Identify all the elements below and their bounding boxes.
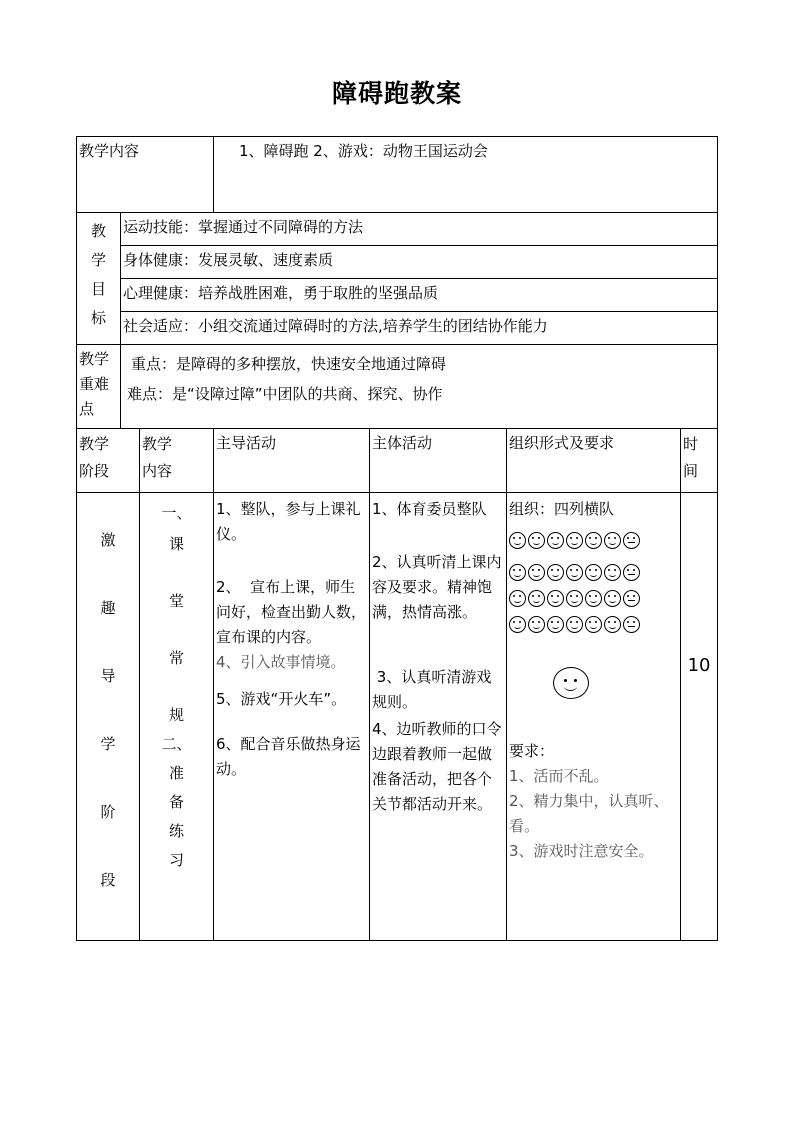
student-face-icon	[566, 616, 583, 633]
stage-name	[77, 493, 140, 941]
student-face-icon	[509, 590, 526, 607]
formation-row	[509, 532, 678, 553]
student-activities	[370, 493, 507, 941]
leader-face-icon	[623, 590, 640, 607]
student-face-icon	[547, 616, 564, 633]
student-face-icon	[509, 616, 526, 633]
teacher-smiley-icon	[553, 667, 589, 699]
student-face-icon	[585, 564, 602, 581]
org-requirements	[507, 493, 681, 941]
content-row	[77, 137, 718, 213]
guide-activities	[214, 493, 370, 941]
student-face-icon	[547, 590, 564, 607]
content-char: 一、	[161, 504, 192, 522]
formation-row	[509, 590, 678, 611]
student-face-icon	[528, 590, 545, 607]
student-item: 2、认真听清上课内容及要求。精神饱满，热情高涨。	[372, 553, 502, 621]
content-label: 教学内容	[77, 137, 214, 213]
content-char: 规	[168, 706, 184, 724]
stage-row	[77, 493, 718, 941]
stage-header-line: 教学	[79, 435, 110, 453]
stage-char: 激	[100, 531, 116, 550]
objective-item: 社会适应：小组交流通过障碍时的方法,培养学生的团结协作能力	[121, 312, 718, 345]
org-req-label: 要求：	[509, 742, 555, 760]
stage-char: 段	[100, 870, 116, 889]
stage-header	[77, 429, 140, 493]
org-req-item: 1、活而不乱。	[509, 767, 609, 785]
objective-item: 身体健康：发展灵敏、速度素质	[121, 246, 718, 279]
keypoints-row	[77, 345, 718, 429]
student-item: 3、认真听清游戏规则。	[372, 668, 492, 711]
student-header: 主体活动	[370, 429, 507, 493]
student-face-icon	[604, 616, 621, 633]
guide-item: 6、配合音乐做热身运动。	[216, 735, 361, 778]
student-face-icon	[604, 532, 621, 549]
stage-char: 趣	[100, 599, 116, 618]
student-face-icon	[604, 590, 621, 607]
objective-row	[77, 312, 718, 345]
formation-diagram	[509, 532, 678, 699]
student-face-icon	[585, 532, 602, 549]
difficulty-point: 难点：是“设障过障”中团队的共商、探究、协作	[127, 385, 443, 403]
time-value: 10	[681, 493, 718, 941]
leader-face-icon	[623, 616, 640, 633]
objective-item: 心理健康：培养战胜困难，勇于取胜的坚强品质	[121, 279, 718, 312]
content-char: 备	[168, 793, 184, 811]
org-formation: 组织：四列横队	[509, 500, 615, 518]
content-char: 练	[168, 822, 184, 840]
objectives-label-char: 标	[90, 309, 106, 327]
org-header: 组织形式及要求	[507, 429, 681, 493]
guide-header: 主导活动	[214, 429, 370, 493]
student-item: 1、体育委员整队	[372, 500, 487, 518]
guide-item: 4、引入故事情境。	[216, 653, 346, 671]
stage-char: 导	[100, 667, 116, 686]
student-face-icon	[566, 532, 583, 549]
content-char: 二、	[161, 735, 192, 753]
keypoints-label-line: 教学	[79, 350, 110, 368]
content-char: 常	[168, 649, 184, 667]
time-header	[681, 429, 718, 493]
student-face-icon	[547, 564, 564, 581]
guide-item: 1、整队，参与上课礼仪。	[216, 500, 361, 543]
leader-face-icon	[623, 564, 640, 581]
keypoints-label-line: 点	[79, 400, 95, 418]
student-face-icon	[566, 564, 583, 581]
student-face-icon	[604, 564, 621, 581]
stage-char: 阶	[100, 802, 116, 821]
student-face-icon	[509, 564, 526, 581]
content-char: 课	[168, 535, 184, 553]
content-header	[140, 429, 214, 493]
objectives-label	[77, 213, 121, 345]
guide-item: 5、游戏“开火车”。	[216, 690, 347, 708]
time-header-line: 时	[683, 435, 699, 453]
content-header-line: 教学	[142, 435, 173, 453]
objectives-label-char: 学	[90, 251, 106, 269]
student-face-icon	[509, 532, 526, 549]
time-header-line: 间	[683, 462, 699, 480]
guide-item: 2、 宣布上课，师生问好，检查出勤人数，宣布课的内容。	[216, 578, 367, 646]
student-face-icon	[585, 616, 602, 633]
formation-row	[509, 616, 678, 637]
student-face-icon	[528, 564, 545, 581]
objective-item: 运动技能：掌握通过不同障碍的方法	[121, 213, 718, 246]
student-face-icon	[585, 590, 602, 607]
page-title: 障碍跑教案	[331, 79, 462, 108]
org-req-item: 2、精力集中，认真听、看。	[509, 792, 669, 835]
objectives-label-char: 教	[90, 222, 106, 240]
content-char: 堂	[168, 592, 184, 610]
objective-row	[77, 279, 718, 312]
header-row	[77, 429, 718, 493]
lesson-plan-table	[76, 136, 718, 941]
content-text: 1、障碍跑 2、游戏：动物王国运动会	[214, 137, 718, 213]
keypoints-label-line: 重难	[79, 375, 110, 393]
objective-row	[77, 246, 718, 279]
formation-row	[509, 564, 678, 585]
org-req-item: 3、游戏时注意安全。	[509, 842, 654, 860]
content-char: 习	[168, 851, 184, 869]
stage-header-line: 阶段	[79, 462, 110, 480]
objectives-label-char: 目	[90, 280, 106, 298]
content-char: 准	[168, 764, 184, 782]
leader-face-icon	[623, 532, 640, 549]
student-face-icon	[547, 532, 564, 549]
student-face-icon	[528, 616, 545, 633]
keypoints-label	[77, 345, 121, 429]
keypoints-text	[121, 345, 718, 429]
key-point: 重点：是障碍的多种摆放，快速安全地通过障碍	[131, 355, 447, 373]
student-item: 4、边听教师的口令边跟着教师一起做准备活动，把各个关节都活动开来。	[372, 720, 502, 813]
content-header-line: 内容	[142, 462, 173, 480]
student-face-icon	[528, 532, 545, 549]
stage-content	[140, 493, 214, 941]
objective-row	[77, 213, 718, 246]
stage-char: 学	[100, 734, 116, 753]
student-face-icon	[566, 590, 583, 607]
